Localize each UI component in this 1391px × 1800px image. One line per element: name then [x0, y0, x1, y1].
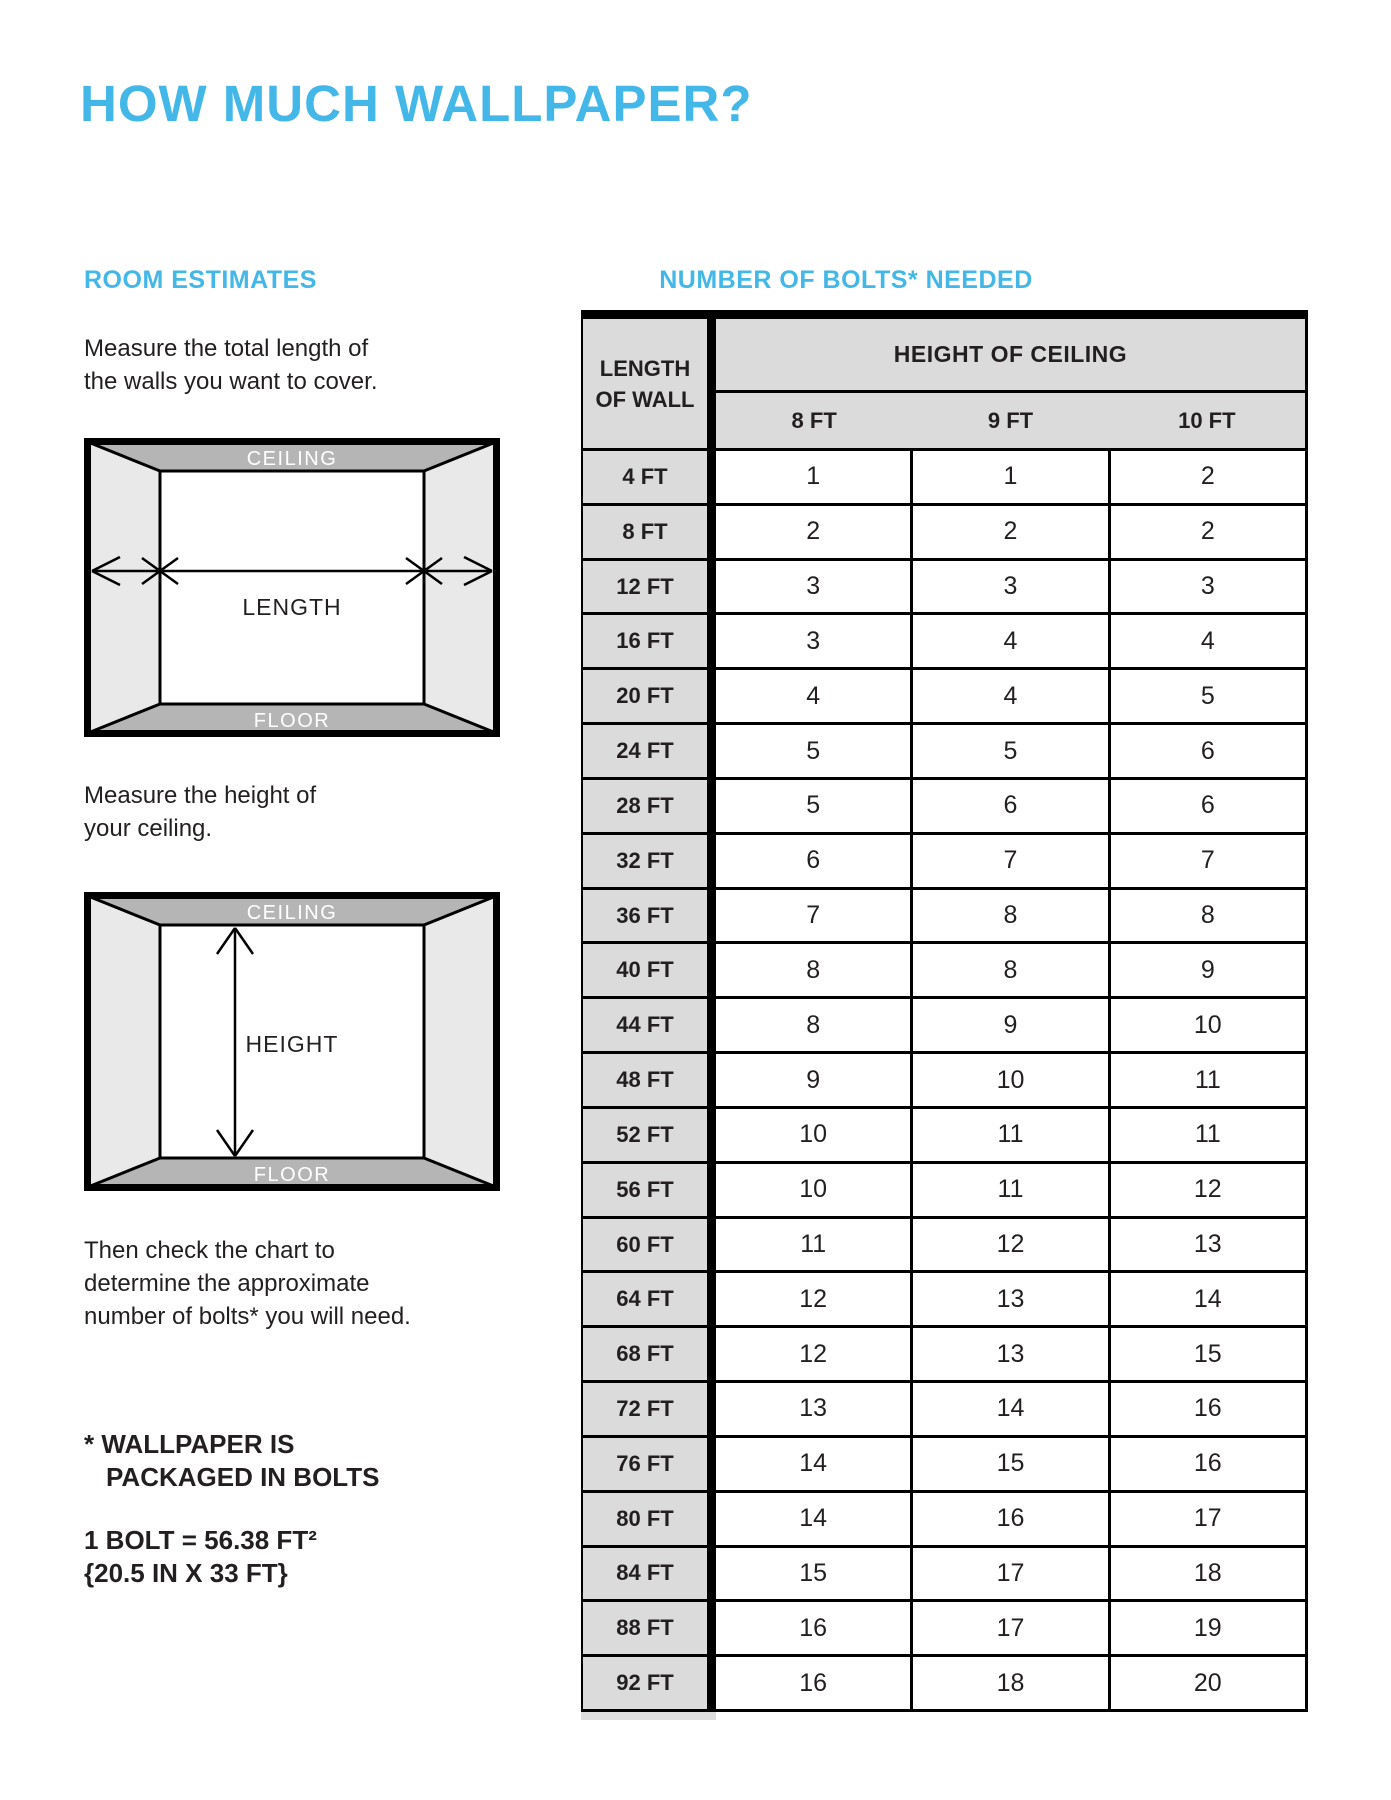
table-cell: 2 — [1108, 451, 1305, 503]
row-label: 92 FT — [583, 1654, 707, 1709]
row-label: 56 FT — [583, 1161, 707, 1216]
ceiling-height-subheader — [716, 393, 1305, 448]
table-cell: 3 — [806, 572, 821, 601]
table-top-bar — [581, 310, 1308, 319]
table-cell: 10 — [799, 1120, 828, 1149]
table-cell: 16 — [1108, 1438, 1305, 1490]
table-row — [716, 722, 1305, 777]
table-cell: 6 — [1108, 780, 1305, 832]
height-label: HEIGHT — [245, 1031, 339, 1057]
table-cell: 20 — [1108, 1657, 1305, 1709]
length-of-wall-header — [583, 319, 707, 448]
row-label: 12 FT — [583, 558, 707, 613]
table-cell: 1 — [806, 462, 821, 491]
length-of-wall-line2: OF WALL — [595, 386, 695, 412]
row-label: 76 FT — [583, 1435, 707, 1490]
table-cell: 6 — [1108, 725, 1305, 777]
table-cell: 6 — [806, 846, 821, 875]
bolt-size-line1: 1 BOLT = 56.38 FT² — [84, 1525, 317, 1555]
row-label: 72 FT — [583, 1380, 707, 1435]
table-cell: 9 — [1108, 944, 1305, 996]
table-cell: 4 — [806, 681, 821, 710]
table-row — [716, 503, 1305, 558]
table-cell: 12 — [799, 1339, 828, 1368]
table-row-header-column — [581, 319, 707, 1709]
table-row — [716, 1490, 1305, 1545]
step1-line1: Measure the total length of — [84, 335, 369, 362]
left-wall-face — [88, 442, 160, 733]
step3-line3: number of bolts* you will need. — [84, 1303, 411, 1330]
table-cell: 13 — [799, 1394, 828, 1423]
table-cell: 6 — [910, 780, 1107, 832]
table-cell: 12 — [799, 1284, 828, 1313]
table-cell: 5 — [910, 725, 1107, 777]
row-label: 32 FT — [583, 832, 707, 887]
table-row — [716, 777, 1305, 832]
footnote-line1: * WALLPAPER IS — [84, 1429, 295, 1459]
table-row — [716, 941, 1305, 996]
bolts-footnote — [84, 1428, 379, 1494]
table-cell: 10 — [910, 1054, 1107, 1106]
table-cell: 5 — [806, 736, 821, 765]
table-row — [716, 832, 1305, 887]
table-cell: 2 — [1108, 506, 1305, 558]
table-cell: 12 — [910, 1219, 1107, 1271]
table-cell: 9 — [806, 1065, 821, 1094]
right-wall-face — [424, 442, 496, 733]
row-label: 36 FT — [583, 887, 707, 942]
table-cell: 1 — [910, 451, 1107, 503]
row-label: 20 FT — [583, 667, 707, 722]
table-row — [716, 1106, 1305, 1161]
table-cell: 13 — [910, 1328, 1107, 1380]
table-cell: 14 — [799, 1449, 828, 1478]
bolts-table-heading: NUMBER OF BOLTS* NEEDED — [659, 266, 1033, 294]
table-cell: 15 — [1108, 1328, 1305, 1380]
table-cell: 17 — [910, 1602, 1107, 1654]
column-header-9ft: 9 FT — [987, 407, 1034, 433]
table-cell: 11 — [910, 1109, 1107, 1161]
left-wall-face — [88, 896, 160, 1187]
table-cell: 7 — [806, 901, 821, 930]
row-label: 28 FT — [583, 777, 707, 832]
table-cell: 8 — [910, 944, 1107, 996]
step1-text — [84, 332, 377, 398]
row-label: 40 FT — [583, 941, 707, 996]
table-row — [716, 1216, 1305, 1271]
row-label: 4 FT — [583, 448, 707, 503]
step3-line1: Then check the chart to — [84, 1237, 335, 1264]
page-title: HOW MUCH WALLPAPER? — [80, 75, 753, 132]
table-data-rows — [716, 448, 1305, 1709]
bolt-size-info — [84, 1524, 317, 1590]
step2-text — [84, 779, 316, 845]
step2-line1: Measure the height of — [84, 782, 317, 809]
table-cell: 17 — [1108, 1493, 1305, 1545]
table-cell: 8 — [806, 1010, 821, 1039]
table-cell: 4 — [910, 615, 1107, 667]
row-label: 48 FT — [583, 1051, 707, 1106]
table-cell: 2 — [806, 517, 821, 546]
table-body — [581, 319, 1308, 1712]
height-of-ceiling-header: HEIGHT OF CEILING — [716, 319, 1305, 393]
table-row — [716, 1051, 1305, 1106]
step3-line2: determine the approximate — [84, 1270, 370, 1297]
room-estimates-heading: ROOM ESTIMATES — [84, 266, 317, 294]
row-label: 68 FT — [583, 1325, 707, 1380]
table-divider-bar — [707, 319, 716, 1709]
table-cell: 10 — [799, 1175, 828, 1204]
step3-text — [84, 1234, 411, 1333]
floor-label: FLOOR — [253, 1164, 331, 1186]
ceiling-label: CEILING — [246, 448, 338, 470]
row-label: 80 FT — [583, 1490, 707, 1545]
bolt-size-line2: {20.5 IN X 33 FT} — [84, 1558, 288, 1588]
table-row — [716, 1545, 1305, 1600]
table-row — [716, 887, 1305, 942]
row-label: 44 FT — [583, 996, 707, 1051]
bolts-table — [581, 310, 1308, 1720]
step2-line2: your ceiling. — [84, 815, 213, 842]
row-label: 8 FT — [583, 503, 707, 558]
table-row — [716, 612, 1305, 667]
column-header-8ft: 8 FT — [791, 407, 837, 433]
table-cell: 16 — [1108, 1383, 1305, 1435]
table-cell: 14 — [910, 1383, 1107, 1435]
row-label: 88 FT — [583, 1599, 707, 1654]
table-data-zone — [716, 319, 1308, 1709]
table-row — [716, 1161, 1305, 1216]
table-cell: 13 — [910, 1273, 1107, 1325]
table-cell: 14 — [799, 1504, 828, 1533]
table-row — [716, 1380, 1305, 1435]
table-cell: 5 — [806, 791, 821, 820]
table-cell: 16 — [799, 1668, 828, 1697]
row-label: 60 FT — [583, 1216, 707, 1271]
table-cell: 16 — [910, 1493, 1107, 1545]
table-row — [716, 1435, 1305, 1490]
table-cell: 3 — [910, 561, 1107, 613]
ceiling-label: CEILING — [246, 902, 338, 924]
table-cell: 7 — [1108, 835, 1305, 887]
table-cell: 18 — [1108, 1548, 1305, 1600]
table-cell: 3 — [806, 626, 821, 655]
table-cell: 17 — [910, 1548, 1107, 1600]
table-cell: 8 — [806, 955, 821, 984]
table-cell: 11 — [800, 1230, 827, 1258]
table-row — [716, 1270, 1305, 1325]
table-cell: 14 — [1108, 1273, 1305, 1325]
row-label: 84 FT — [583, 1545, 707, 1600]
table-cell: 4 — [910, 670, 1107, 722]
table-row — [716, 996, 1305, 1051]
table-cell: 12 — [1108, 1164, 1305, 1216]
table-cell: 15 — [910, 1438, 1107, 1490]
step1-line2: the walls you want to cover. — [84, 368, 378, 395]
back-wall-face — [160, 471, 424, 704]
table-cell: 19 — [1108, 1602, 1305, 1654]
table-cell: 15 — [799, 1558, 828, 1587]
table-cell: 18 — [910, 1657, 1107, 1709]
length-label: LENGTH — [242, 594, 342, 620]
table-cell: 3 — [1108, 561, 1305, 613]
length-of-wall-line1: LENGTH — [599, 355, 691, 381]
table-cell: 16 — [799, 1613, 828, 1642]
table-row — [716, 667, 1305, 722]
table-row — [716, 558, 1305, 613]
table-cell: 5 — [1108, 670, 1305, 722]
column-header-10ft: 10 FT — [1178, 407, 1236, 433]
table-row — [716, 448, 1305, 503]
row-label: 16 FT — [583, 612, 707, 667]
table-cell: 10 — [1108, 999, 1305, 1051]
table-cell: 9 — [910, 999, 1107, 1051]
table-cell: 13 — [1108, 1219, 1305, 1271]
table-cell: 2 — [910, 506, 1107, 558]
table-row — [716, 1325, 1305, 1380]
row-label: 24 FT — [583, 722, 707, 777]
table-cell: 4 — [1108, 615, 1305, 667]
table-cell: 11 — [910, 1164, 1107, 1216]
table-cell: 8 — [910, 890, 1107, 942]
table-row — [716, 1654, 1305, 1709]
floor-label: FLOOR — [253, 710, 331, 732]
room-height-diagram — [84, 892, 500, 1191]
table-cell: 8 — [1108, 890, 1305, 942]
footnote-line2: PACKAGED IN BOLTS — [106, 1462, 380, 1492]
table-bottom-strip — [581, 1712, 716, 1720]
row-label: 52 FT — [583, 1106, 707, 1161]
table-cell: 7 — [910, 835, 1107, 887]
room-length-diagram — [84, 438, 500, 737]
table-cell: 11 — [1108, 1054, 1305, 1106]
table-row — [716, 1599, 1305, 1654]
row-label: 64 FT — [583, 1270, 707, 1325]
right-wall-face — [424, 896, 496, 1187]
table-cell: 11 — [1108, 1109, 1305, 1161]
